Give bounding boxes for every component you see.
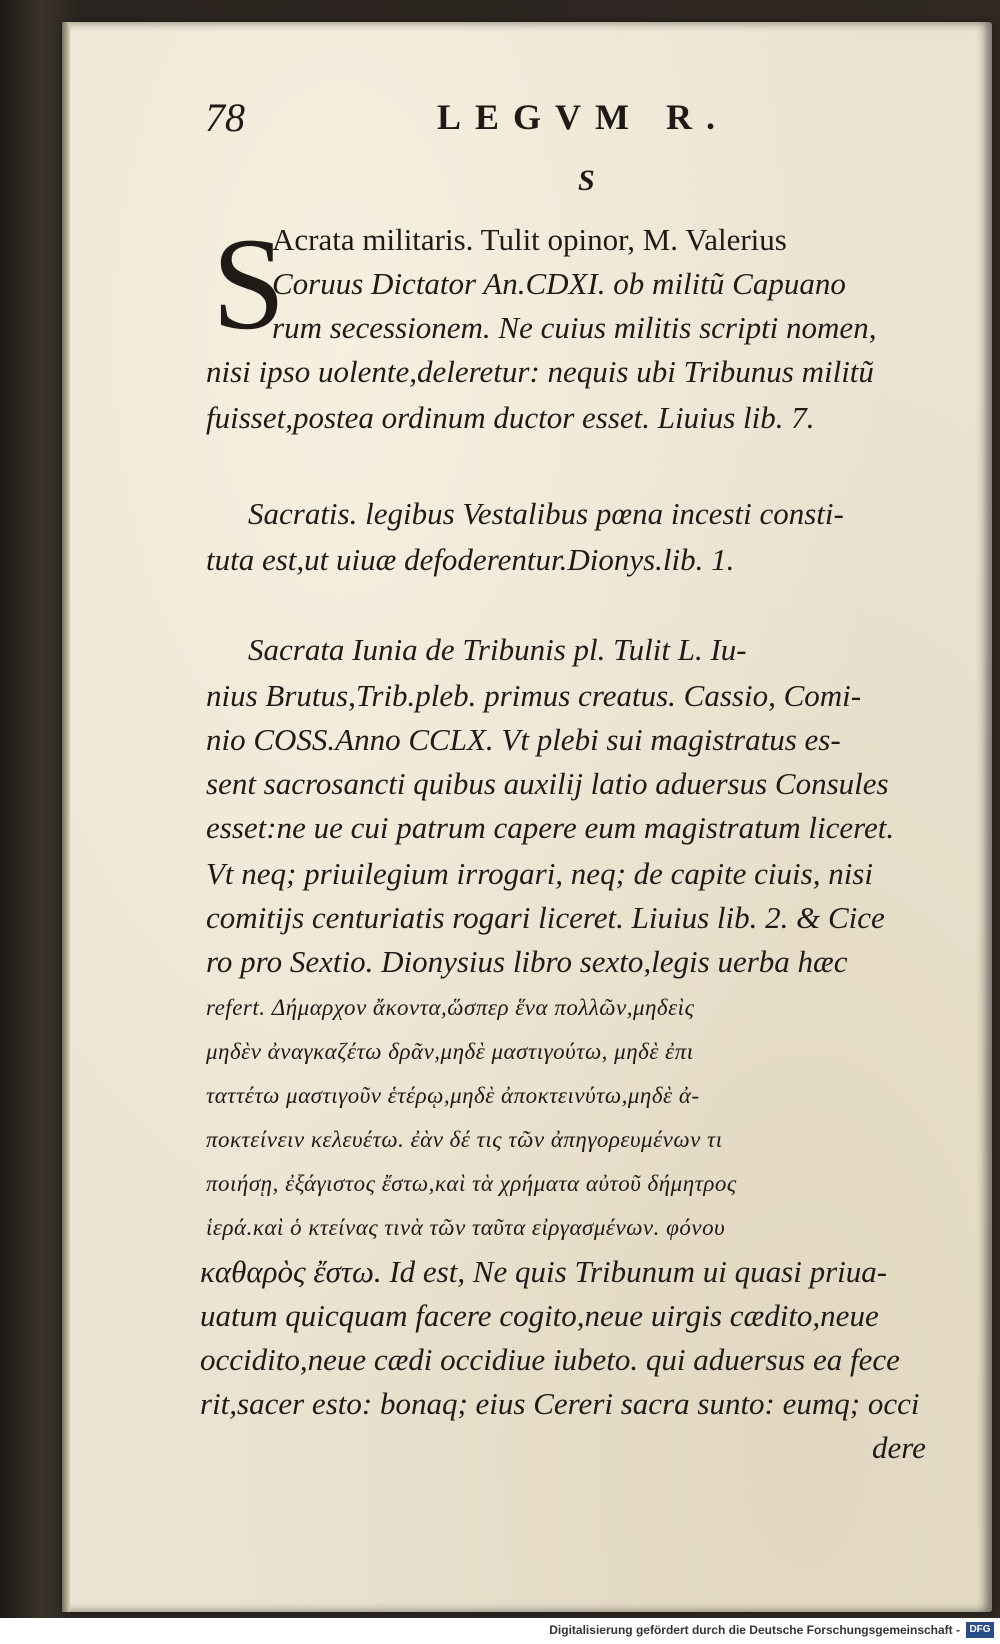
text-line: μηδὲν ἀναγκαζέτω δρᾶν,μηδὲ μαστιγούτω, μηδὲ ἐπι	[206, 1039, 694, 1064]
text-line: ἱερά.καὶ ὁ κτείνας τινὰ τῶν ταῦτα εἰργασμένων. φόνου	[206, 1215, 726, 1240]
text-line: rum secessionem. Ne cuius militis scripti nomen,	[272, 310, 877, 345]
digitization-footer	[0, 1618, 1000, 1644]
text-line: Vt neq; priuilegium irrogari, neq; de capite ciuis, nisi	[206, 856, 873, 891]
text-line: tuta est,ut uiuæ defoderentur.Dionys.lib. 1.	[206, 542, 735, 577]
text-line: Sacrata Iunia de Tribunis pl. Tulit L. Iu-	[248, 632, 747, 667]
text-line: occidito,neue cædi occidiue iubeto. qui aduersus ea fece	[200, 1342, 900, 1377]
text-line: rit,sacer esto: bonaq; eius Cereri sacra sunto: eumq; occi	[200, 1386, 920, 1421]
text-line: Sacratis. legibus Vestalibus pœna incesti consti-	[248, 496, 844, 531]
text-line: καθαρὸς ἔστω. Id est, Ne quis Tribunum ui quasi priua-	[200, 1254, 888, 1289]
text-line: ποκτείνειν κελευέτω. ἐὰν δέ τις τῶν ἀπηγορευμένων τι	[206, 1127, 723, 1152]
page-number: 78	[205, 95, 245, 140]
text-line: Acrata militaris. Tulit opinor, M. Valerius	[272, 222, 787, 257]
footer-credit: Digitalisierung gefördert durch die Deutsche Forschungsgemeinschaft -	[549, 1623, 960, 1637]
drop-capital: S	[212, 210, 286, 357]
text-line: refert. Δήμαρχον ἄκοντα,ὥσπερ ἕνα πολλῶν,μηδεὶς	[206, 995, 695, 1020]
text-line: Coruus Dictator An.CDXI. ob militũ Capuano	[272, 266, 846, 301]
text-line: nio COSS.Anno CCLX. Vt plebi sui magistratus es-	[206, 722, 841, 757]
text-line: fuisset,postea ordinum ductor esset. Liuius lib. 7.	[206, 400, 815, 435]
text-line: ποιήσῃ, ἐξάγιστος ἔστω,καὶ τὰ χρήματα αὐτοῦ δήμητρος	[206, 1171, 737, 1196]
text-line: esset:ne ue cui patrum capere eum magistratum liceret.	[206, 810, 895, 845]
text-line: ταττέτω μαστιγοῦν ἑτέρῳ,μηδὲ ἀποκτεινύτω,μηδὲ ἀ-	[206, 1083, 700, 1108]
text-line: ro pro Sextio. Dionysius libro sexto,legis uerba hæc	[206, 944, 848, 979]
running-head: LEGVM R.	[437, 97, 729, 137]
text-line: nisi ipso uolente,deleretur: nequis ubi Tribunus militũ	[206, 354, 874, 389]
text-line: nius Brutus,Trib.pleb. primus creatus. Cassio, Comi-	[206, 678, 862, 713]
page-header	[205, 94, 905, 144]
section-letter: S	[578, 164, 595, 197]
text-line: uatum quicquam facere cogito,neue uirgis cædito,neue	[200, 1298, 879, 1333]
dfg-logo: DFG	[966, 1622, 994, 1638]
text-line: comitijs centuriatis rogari liceret. Liuius lib. 2. & Cice	[206, 900, 885, 935]
catchword: dere	[872, 1430, 926, 1465]
text-line: sent sacrosancti quibus auxilij latio aduersus Consules	[206, 766, 889, 801]
